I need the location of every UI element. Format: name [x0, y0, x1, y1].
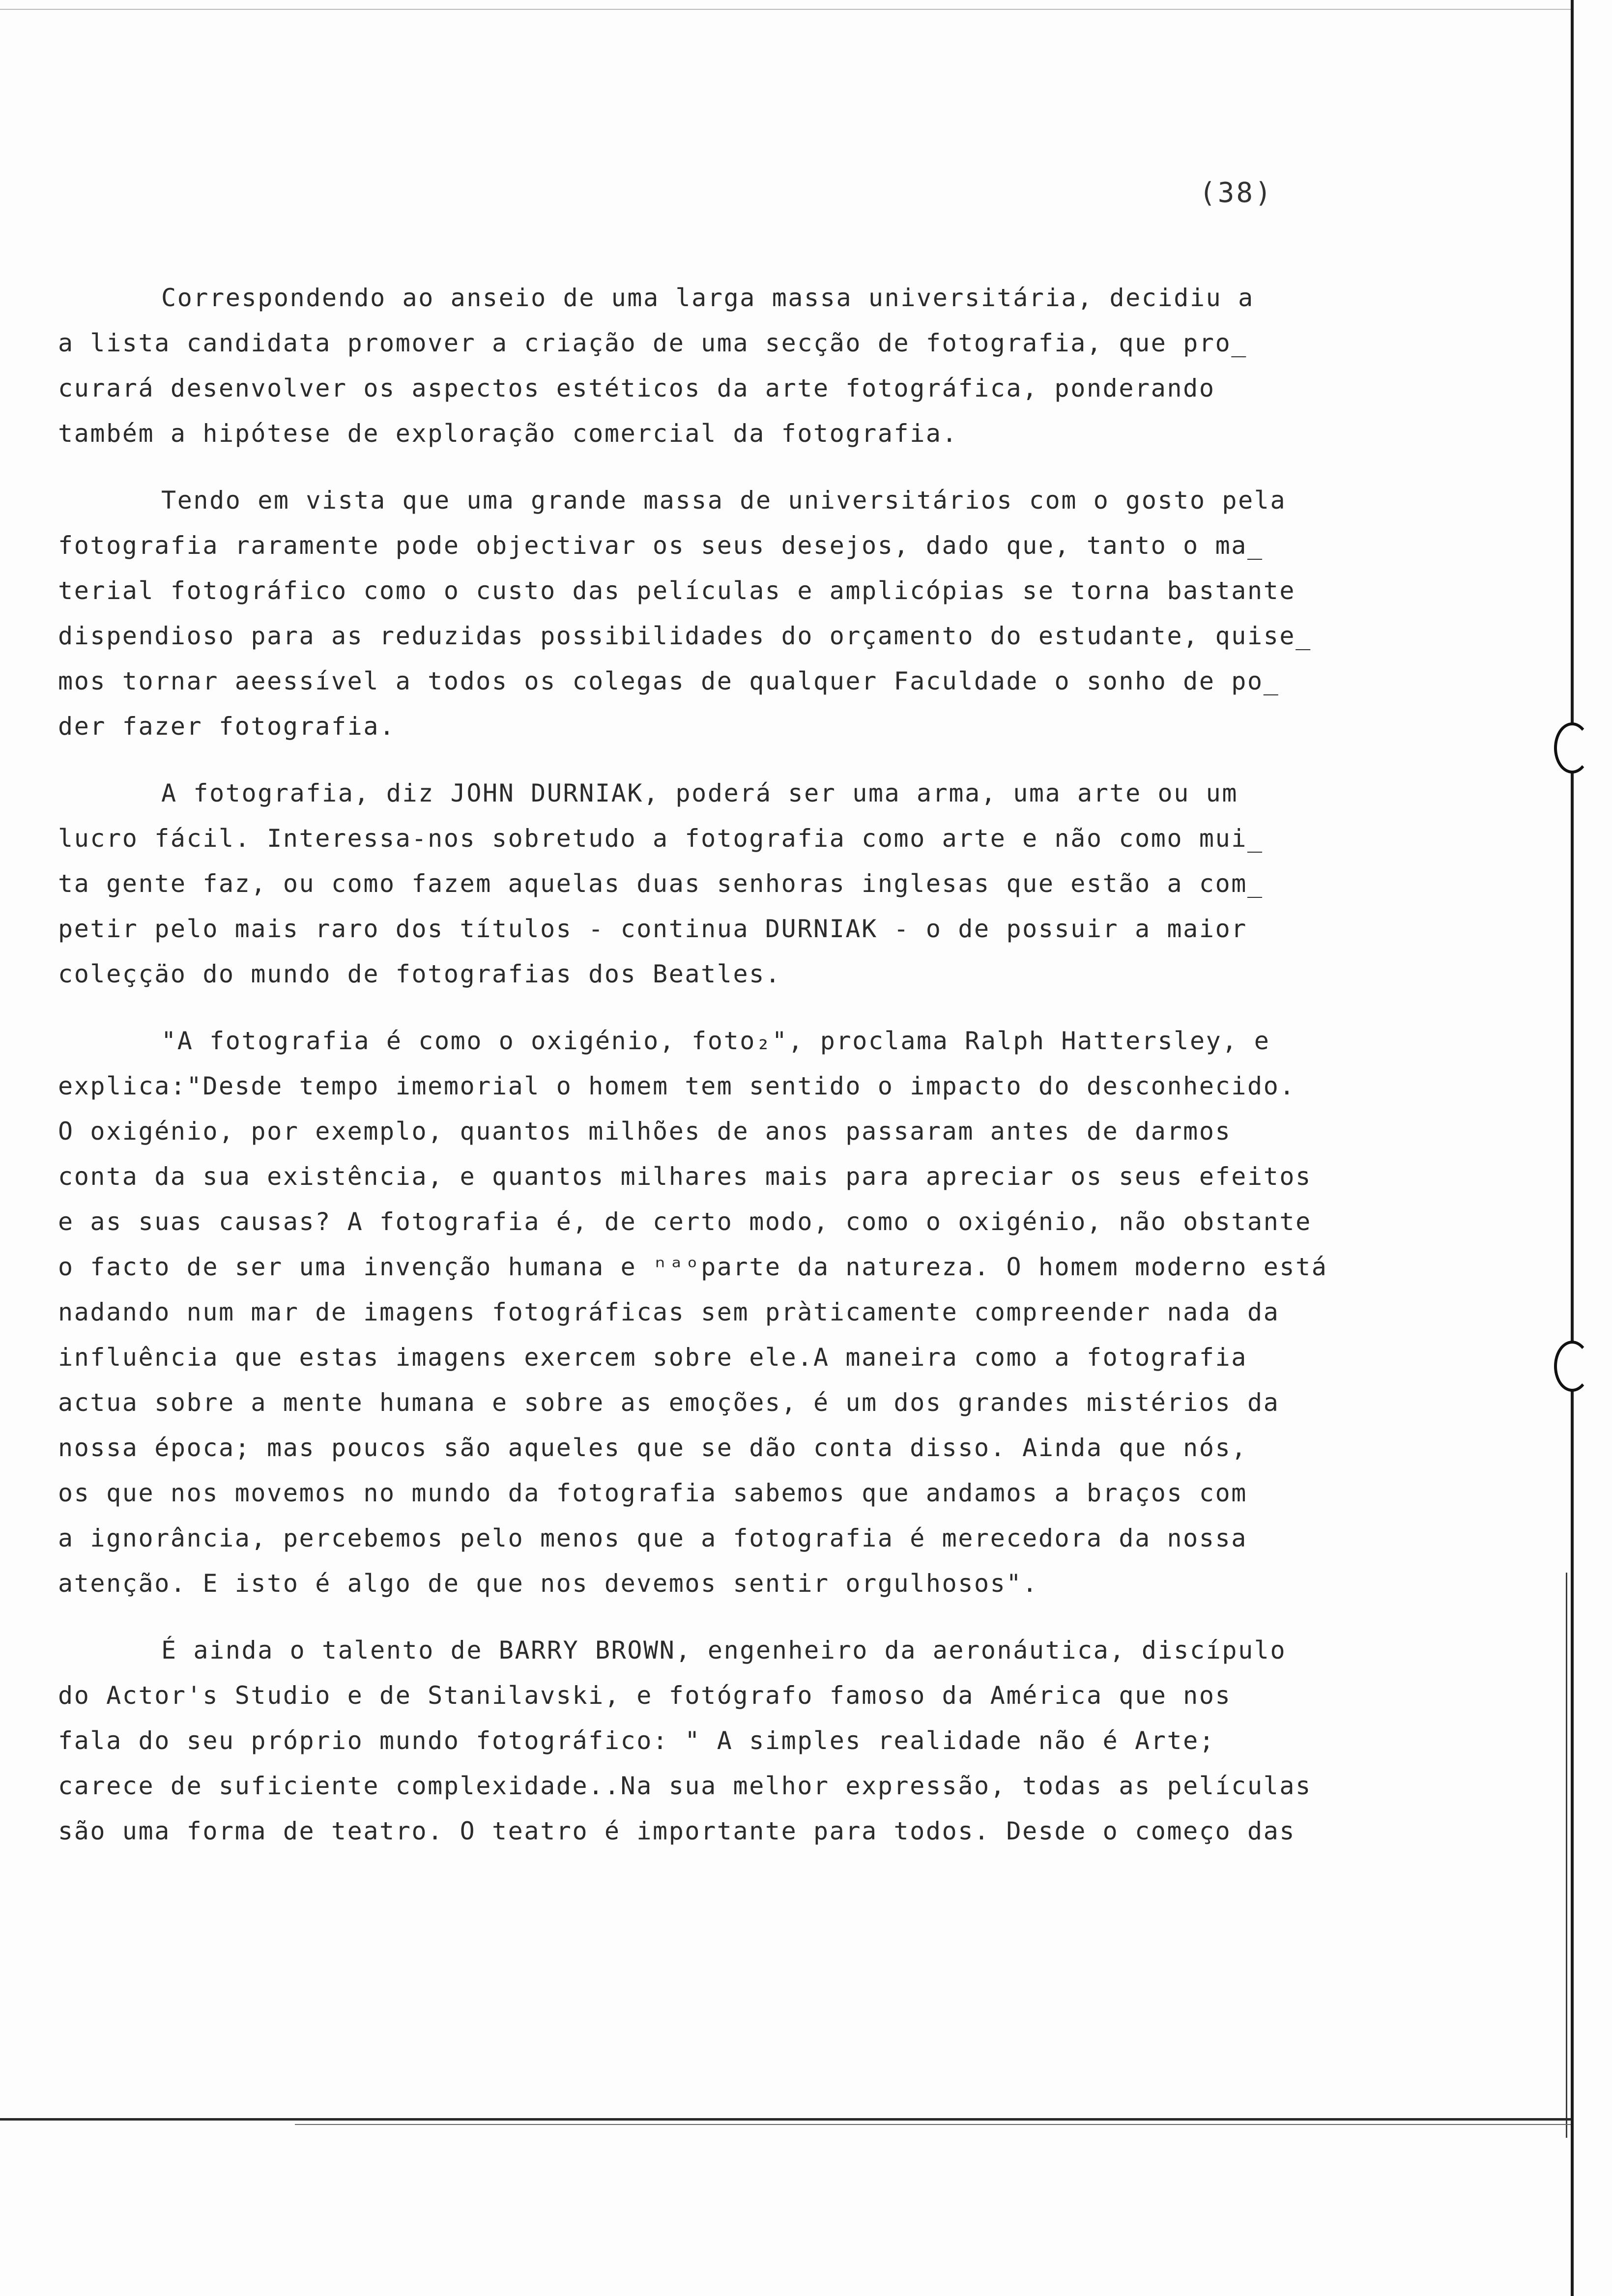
text-line: fala do seu próprio mundo fotográfico: " A simples realidade não é Arte;: [58, 1726, 1215, 1755]
text-line: terial fotográfico como o custo das películas e amplicópias se torna bastante: [58, 576, 1296, 605]
text-line: conta da sua existência, e quantos milhares mais para apreciar os seus efeitos: [58, 1162, 1312, 1191]
punch-hole-bottom: [1554, 1341, 1590, 1392]
text-line: nadando num mar de imagens fotográficas sem pràticamente compreender nada da: [58, 1298, 1280, 1326]
text-line: são uma forma de teatro. O teatro é importante para todos. Desde o começo das: [58, 1817, 1296, 1845]
text-line: explica:"Desde tempo imemorial o homem tem sentido o impacto do desconhecido.: [58, 1072, 1296, 1100]
text-line: Tendo em vista que uma grande massa de universitários com o gosto pela: [161, 486, 1287, 515]
bottom-line: [0, 2118, 1571, 2121]
text-line: a lista candidata promover a criação de uma secção de fotografia, que pro_: [58, 329, 1247, 357]
text-line: a ignorância, percebemos pelo menos que a fotografia é merecedora da nossa: [58, 1524, 1247, 1552]
text-line: e as suas causas? A fotografia é, de certo modo, como o oxigénio, não obstante: [58, 1207, 1312, 1236]
right-margin-line-inner: [1566, 1573, 1567, 2138]
text-line: carece de suficiente complexidade..Na sua melhor expressão, todas as películas: [58, 1772, 1312, 1800]
paragraph: [58, 1018, 1473, 1606]
paragraph: [58, 1628, 1473, 1854]
paragraph: [58, 275, 1473, 456]
text-line: atenção. E isto é algo de que nos devemos sentir orgulhosos".: [58, 1569, 1038, 1598]
text-line: A fotografia, diz JOHN DURNIAK, poderá ser uma arma, uma arte ou um: [161, 779, 1238, 807]
text-line: dispendioso para as reduzidas possibilidades do orçamento do estudante, quise_: [58, 622, 1312, 650]
text-line: os que nos movemos no mundo da fotografia sabemos que andamos a braços com: [58, 1479, 1247, 1507]
text-line: "A fotografia é como o oxigénio, foto₂", proclama Ralph Hattersley, e: [161, 1027, 1270, 1055]
text-line: mos tornar aeessível a todos os colegas de qualquer Faculdade o sonho de po_: [58, 667, 1280, 695]
paragraph: [58, 478, 1473, 749]
page-number: (38): [1199, 177, 1273, 209]
bottom-line-secondary: [295, 2124, 1571, 2125]
text-line: o facto de ser uma invenção humana e ⁿᵃᵒparte da natureza. O homem moderno está: [58, 1253, 1328, 1281]
text-line: do Actor's Studio e de Stanilavski, e fotógrafo famoso da América que nos: [58, 1681, 1232, 1710]
text-line: Correspondendo ao anseio de uma larga massa universitária, decidiu a: [161, 284, 1254, 312]
text-line: curará desenvolver os aspectos estéticos da arte fotográfica, ponderando: [58, 374, 1215, 402]
paragraph: [58, 771, 1473, 997]
text-line: actua sobre a mente humana e sobre as emoções, é um dos grandes mistérios da: [58, 1388, 1280, 1417]
text-line: der fazer fotografia.: [58, 712, 396, 741]
text-line: petir pelo mais raro dos títulos - continua DURNIAK - o de possuir a maior: [58, 915, 1247, 943]
text-line: influência que estas imagens exercem sobre ele.A maneira como a fotografia: [58, 1343, 1247, 1372]
text-line: coleççäo do mundo de fotografias dos Beatles.: [58, 960, 781, 988]
top-edge-line: [0, 9, 1571, 10]
text-line: nossa época; mas poucos são aqueles que se dão conta disso. Ainda que nós,: [58, 1434, 1247, 1462]
text-line: lucro fácil. Interessa-nos sobretudo a fotografia como arte e não como mui_: [58, 824, 1264, 853]
text-line: também a hipótese de exploração comercial da fotografia.: [58, 419, 958, 448]
right-margin-line: [1571, 0, 1574, 2296]
text-line: ta gente faz, ou como fazem aquelas duas senhoras inglesas que estão a com_: [58, 869, 1264, 898]
body-text: [58, 275, 1473, 1875]
punch-hole-top: [1554, 722, 1590, 774]
text-line: É ainda o talento de BARRY BROWN, engenheiro da aeronáutica, discípulo: [161, 1636, 1287, 1665]
text-line: O oxigénio, por exemplo, quantos milhões de anos passaram antes de darmos: [58, 1117, 1232, 1146]
text-line: fotografia raramente pode objectivar os seus desejos, dado que, tanto o ma_: [58, 531, 1264, 560]
